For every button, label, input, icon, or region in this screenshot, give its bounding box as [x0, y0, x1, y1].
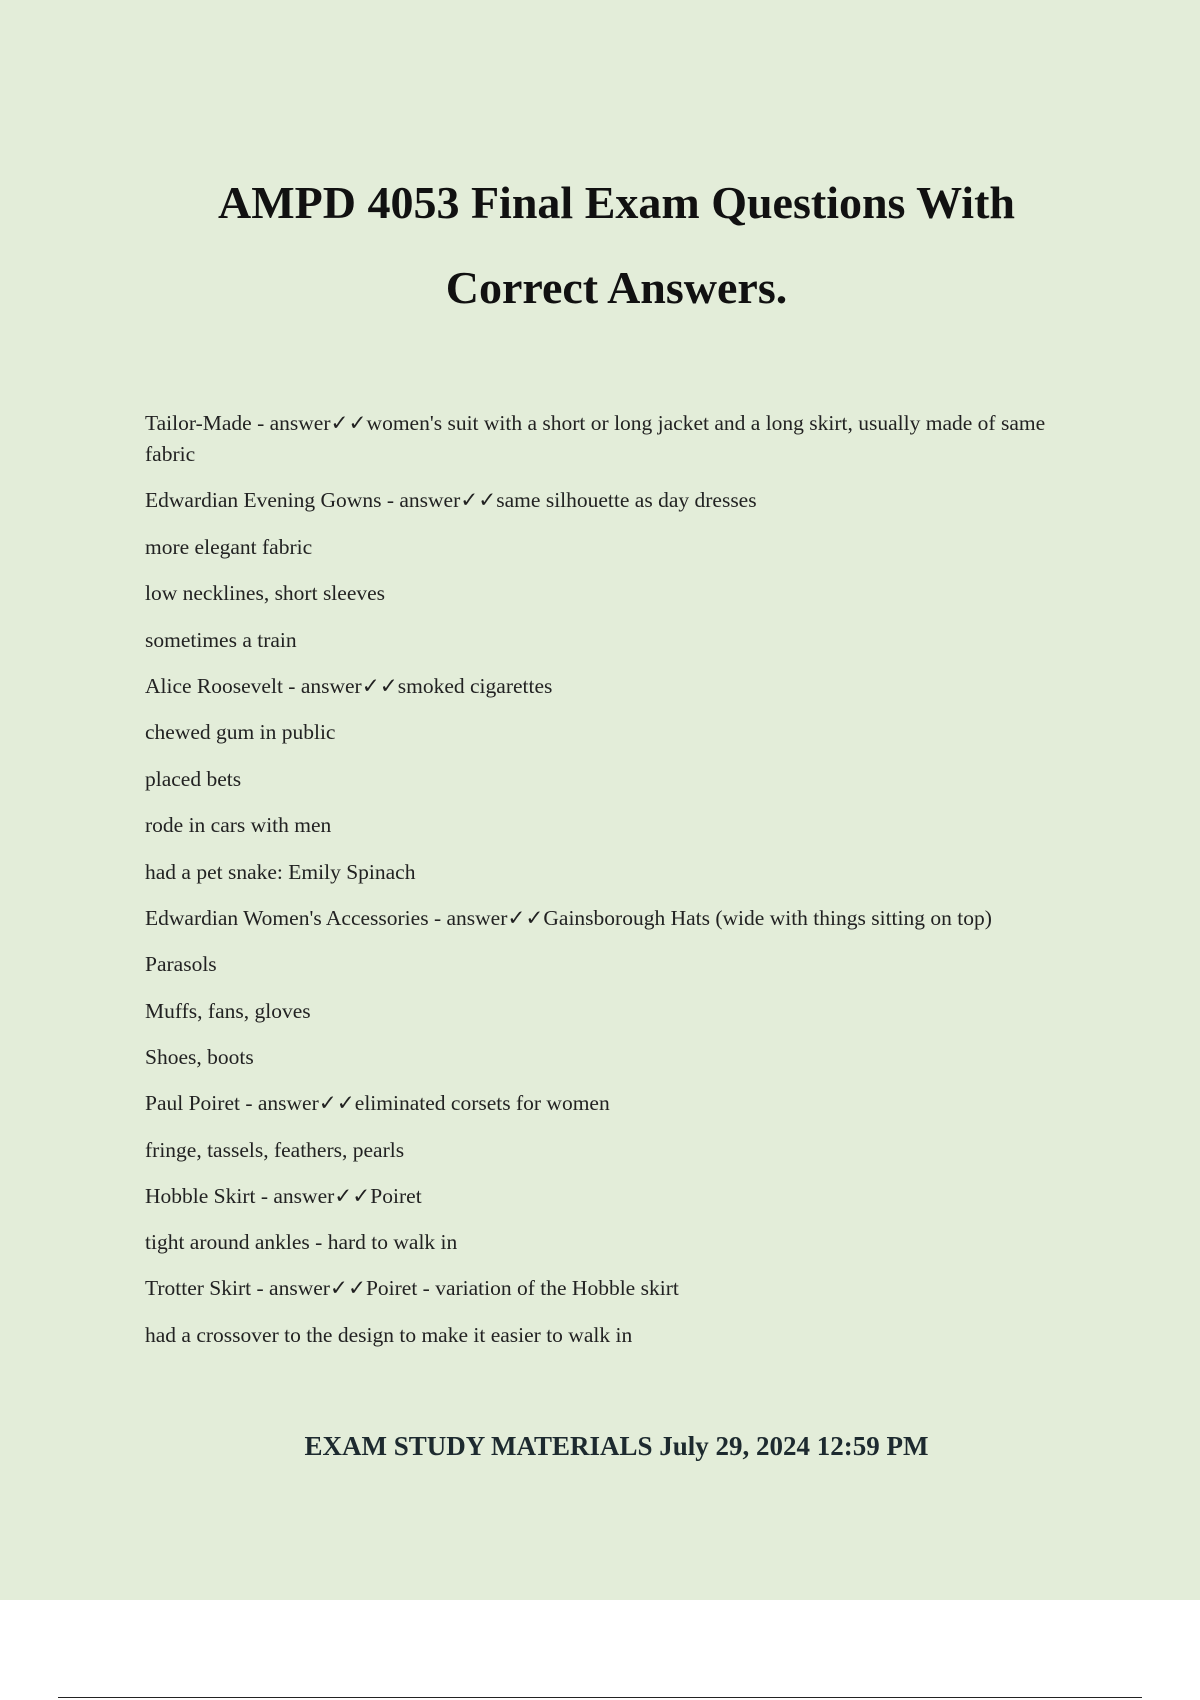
qa-entry: Alice Roosevelt - answer✓✓smoked cigarettes [145, 673, 553, 698]
qa-continuation-line: Muffs, fans, gloves [145, 998, 311, 1023]
title-line-2: Correct Answers. [445, 262, 788, 313]
footer-note: EXAM STUDY MATERIALS July 29, 2024 12:59 PM [304, 1431, 929, 1461]
qa-continuation-line: chewed gum in public [145, 720, 336, 744]
qa-entry: Hobble Skirt - answer✓✓Poiret [145, 1183, 422, 1208]
qa-continuation-line: more elegant fabric [145, 534, 313, 559]
qa-continuation-line: fringe, tassels, feathers, pearls [145, 1137, 405, 1162]
question-answer-list [145, 408, 1085, 1351]
qa-entry: Edwardian Women's Accessories - answer✓✓Gainsborough Hats (wide with things sitting on top) [145, 905, 992, 930]
qa-continuation-line: placed bets [145, 766, 242, 791]
qa-entry: Edwardian Evening Gowns - answer✓✓same silhouette as day dresses [145, 488, 757, 512]
qa-continuation-line: rode in cars with men [145, 813, 332, 837]
qa-continuation-line: Parasols [145, 952, 217, 976]
qa-continuation-line: sometimes a train [145, 627, 297, 652]
qa-continuation-line: had a pet snake: Emily Spinach [145, 859, 416, 884]
qa-entry: Trotter Skirt - answer✓✓Poiret - variation of the Hobble skirt [145, 1276, 679, 1300]
qa-continuation-line: low necklines, short sleeves [145, 581, 386, 605]
bottom-divider [58, 1697, 1142, 1698]
qa-continuation-line: had a crossover to the design to make it easier to walk in [145, 1322, 633, 1347]
qa-entry: Tailor-Made - answer✓✓women's suit with a short or long jacket and a long skirt, usually made of same fabric [145, 411, 1046, 466]
qa-continuation-line: tight around ankles - hard to walk in [145, 1230, 458, 1254]
qa-continuation-line: Shoes, boots [145, 1045, 254, 1069]
document-title [120, 160, 1113, 330]
qa-entry: Paul Poiret - answer✓✓eliminated corsets for women [145, 1091, 610, 1115]
title-line-1: AMPD 4053 Final Exam Questions With [218, 177, 1015, 228]
